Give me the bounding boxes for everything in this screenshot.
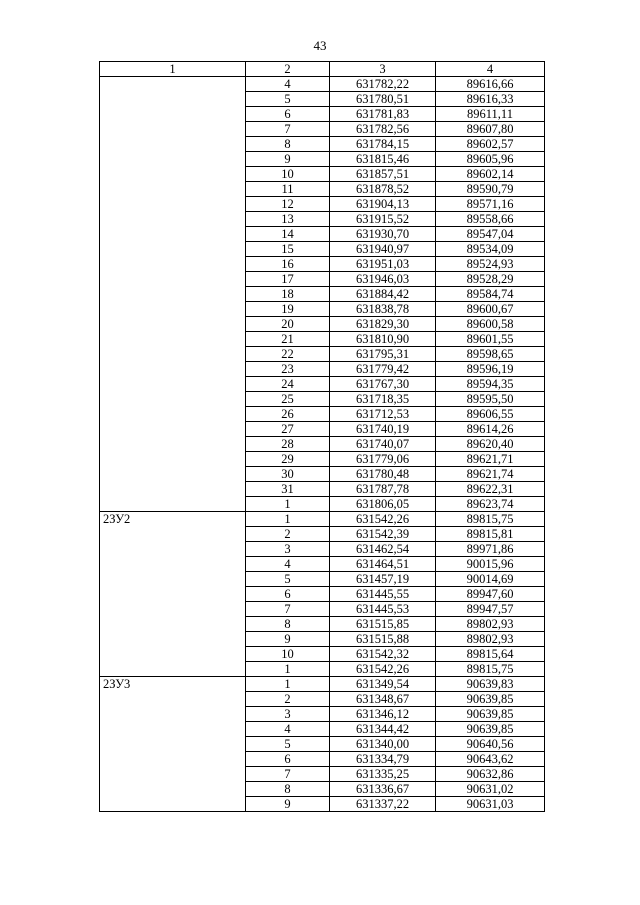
point-number: 30 xyxy=(246,467,330,482)
coord-y: 90015,96 xyxy=(436,557,545,572)
coord-y: 89621,71 xyxy=(436,452,545,467)
point-number: 10 xyxy=(246,647,330,662)
coord-y: 89815,64 xyxy=(436,647,545,662)
coord-x: 631878,52 xyxy=(330,182,436,197)
coord-y: 90632,86 xyxy=(436,767,545,782)
coord-x: 631334,79 xyxy=(330,752,436,767)
page-number: 43 xyxy=(313,38,327,53)
coord-x: 631782,56 xyxy=(330,122,436,137)
coord-x: 631542,26 xyxy=(330,512,436,527)
coord-x: 631464,51 xyxy=(330,557,436,572)
coord-y: 89802,93 xyxy=(436,632,545,647)
coord-x: 631780,51 xyxy=(330,92,436,107)
coord-y: 90639,85 xyxy=(436,692,545,707)
coord-x: 631767,30 xyxy=(330,377,436,392)
coord-y: 89558,66 xyxy=(436,212,545,227)
point-number: 5 xyxy=(246,737,330,752)
point-number: 23 xyxy=(246,362,330,377)
point-number: 22 xyxy=(246,347,330,362)
coord-x: 631915,52 xyxy=(330,212,436,227)
coord-x: 631940,97 xyxy=(330,242,436,257)
point-number: 3 xyxy=(246,707,330,722)
coord-y: 90631,03 xyxy=(436,797,545,812)
coord-x: 631930,70 xyxy=(330,227,436,242)
coord-y: 89524,93 xyxy=(436,257,545,272)
coord-x: 631718,35 xyxy=(330,392,436,407)
point-number: 14 xyxy=(246,227,330,242)
point-number: 3 xyxy=(246,542,330,557)
coord-y: 89947,57 xyxy=(436,602,545,617)
point-number: 4 xyxy=(246,722,330,737)
point-number: 11 xyxy=(246,182,330,197)
point-number: 20 xyxy=(246,317,330,332)
coord-x: 631457,19 xyxy=(330,572,436,587)
table-row xyxy=(100,512,545,527)
coord-y: 89815,81 xyxy=(436,527,545,542)
coord-y: 89534,09 xyxy=(436,242,545,257)
coord-x: 631779,42 xyxy=(330,362,436,377)
coord-y: 89547,04 xyxy=(436,227,545,242)
coord-x: 631884,42 xyxy=(330,287,436,302)
coord-y: 89623,74 xyxy=(436,497,545,512)
coord-y: 89594,35 xyxy=(436,377,545,392)
coord-x: 631336,67 xyxy=(330,782,436,797)
point-number: 1 xyxy=(246,662,330,677)
coord-y: 90639,85 xyxy=(436,722,545,737)
point-number: 9 xyxy=(246,632,330,647)
coord-y: 89620,40 xyxy=(436,437,545,452)
coord-y: 89611,11 xyxy=(436,107,545,122)
coord-y: 89971,86 xyxy=(436,542,545,557)
coord-x: 631779,06 xyxy=(330,452,436,467)
point-number: 5 xyxy=(246,92,330,107)
coord-y: 89595,50 xyxy=(436,392,545,407)
header-col-4: 4 xyxy=(436,62,545,77)
coord-y: 89606,55 xyxy=(436,407,545,422)
coord-x: 631815,46 xyxy=(330,152,436,167)
point-number: 1 xyxy=(246,497,330,512)
coord-y: 89601,55 xyxy=(436,332,545,347)
point-number: 9 xyxy=(246,152,330,167)
coord-x: 631445,53 xyxy=(330,602,436,617)
coord-x: 631542,32 xyxy=(330,647,436,662)
coord-y: 90639,83 xyxy=(436,677,545,692)
header-col-2: 2 xyxy=(246,62,330,77)
zone-label: 2ЗУ2 xyxy=(100,512,246,677)
coord-y: 89598,65 xyxy=(436,347,545,362)
point-number: 13 xyxy=(246,212,330,227)
coord-x: 631462,54 xyxy=(330,542,436,557)
coord-x: 631337,22 xyxy=(330,797,436,812)
coord-x: 631515,85 xyxy=(330,617,436,632)
point-number: 2 xyxy=(246,527,330,542)
coord-y: 89600,67 xyxy=(436,302,545,317)
coord-x: 631784,15 xyxy=(330,137,436,152)
coord-x: 631335,25 xyxy=(330,767,436,782)
coord-y: 89571,16 xyxy=(436,197,545,212)
coord-y: 90639,85 xyxy=(436,707,545,722)
coord-y: 90631,02 xyxy=(436,782,545,797)
point-number: 16 xyxy=(246,257,330,272)
coord-x: 631515,88 xyxy=(330,632,436,647)
point-number: 4 xyxy=(246,557,330,572)
table-body xyxy=(100,77,545,812)
coord-y: 89584,74 xyxy=(436,287,545,302)
point-number: 5 xyxy=(246,572,330,587)
point-number: 7 xyxy=(246,602,330,617)
coord-x: 631829,30 xyxy=(330,317,436,332)
coord-x: 631781,83 xyxy=(330,107,436,122)
coord-x: 631344,42 xyxy=(330,722,436,737)
table-row xyxy=(100,677,545,692)
point-number: 31 xyxy=(246,482,330,497)
header-row xyxy=(100,62,545,77)
coord-x: 631838,78 xyxy=(330,302,436,317)
coord-x: 631346,12 xyxy=(330,707,436,722)
point-number: 7 xyxy=(246,767,330,782)
coord-y: 89621,74 xyxy=(436,467,545,482)
coord-y: 89616,33 xyxy=(436,92,545,107)
coord-y: 89528,29 xyxy=(436,272,545,287)
coord-x: 631810,90 xyxy=(330,332,436,347)
coordinates-table xyxy=(99,61,545,812)
coord-x: 631349,54 xyxy=(330,677,436,692)
coord-y: 89602,14 xyxy=(436,167,545,182)
coord-x: 631740,07 xyxy=(330,437,436,452)
coord-y: 89602,57 xyxy=(436,137,545,152)
coord-x: 631445,55 xyxy=(330,587,436,602)
point-number: 4 xyxy=(246,77,330,92)
coord-x: 631904,13 xyxy=(330,197,436,212)
coord-x: 631740,19 xyxy=(330,422,436,437)
point-number: 19 xyxy=(246,302,330,317)
zone-label xyxy=(100,77,246,512)
coord-y: 89607,80 xyxy=(436,122,545,137)
point-number: 1 xyxy=(246,677,330,692)
coord-x: 631712,53 xyxy=(330,407,436,422)
point-number: 6 xyxy=(246,107,330,122)
coord-x: 631348,67 xyxy=(330,692,436,707)
point-number: 17 xyxy=(246,272,330,287)
coord-y: 89605,96 xyxy=(436,152,545,167)
coord-y: 89590,79 xyxy=(436,182,545,197)
coord-x: 631787,78 xyxy=(330,482,436,497)
coord-y: 89614,26 xyxy=(436,422,545,437)
coord-x: 631946,03 xyxy=(330,272,436,287)
header-col-3: 3 xyxy=(330,62,436,77)
point-number: 1 xyxy=(246,512,330,527)
coord-y: 89622,31 xyxy=(436,482,545,497)
point-number: 6 xyxy=(246,587,330,602)
coord-y: 90640,56 xyxy=(436,737,545,752)
point-number: 24 xyxy=(246,377,330,392)
coord-x: 631542,39 xyxy=(330,527,436,542)
coord-y: 90014,69 xyxy=(436,572,545,587)
coord-y: 89802,93 xyxy=(436,617,545,632)
coord-y: 89616,66 xyxy=(436,77,545,92)
coord-x: 631795,31 xyxy=(330,347,436,362)
coord-y: 89815,75 xyxy=(436,662,545,677)
coord-y: 89815,75 xyxy=(436,512,545,527)
point-number: 8 xyxy=(246,617,330,632)
point-number: 10 xyxy=(246,167,330,182)
coord-x: 631782,22 xyxy=(330,77,436,92)
point-number: 6 xyxy=(246,752,330,767)
coord-x: 631542,26 xyxy=(330,662,436,677)
point-number: 8 xyxy=(246,137,330,152)
point-number: 21 xyxy=(246,332,330,347)
coord-x: 631340,00 xyxy=(330,737,436,752)
point-number: 27 xyxy=(246,422,330,437)
header-col-1: 1 xyxy=(100,62,246,77)
point-number: 7 xyxy=(246,122,330,137)
point-number: 26 xyxy=(246,407,330,422)
coord-y: 89947,60 xyxy=(436,587,545,602)
zone-label: 2ЗУ3 xyxy=(100,677,246,812)
point-number: 28 xyxy=(246,437,330,452)
coord-y: 89596,19 xyxy=(436,362,545,377)
point-number: 12 xyxy=(246,197,330,212)
coord-y: 90643,62 xyxy=(436,752,545,767)
coord-x: 631806,05 xyxy=(330,497,436,512)
point-number: 8 xyxy=(246,782,330,797)
coord-x: 631951,03 xyxy=(330,257,436,272)
table-row xyxy=(100,77,545,92)
coord-y: 89600,58 xyxy=(436,317,545,332)
point-number: 9 xyxy=(246,797,330,812)
point-number: 15 xyxy=(246,242,330,257)
point-number: 18 xyxy=(246,287,330,302)
point-number: 25 xyxy=(246,392,330,407)
coord-x: 631857,51 xyxy=(330,167,436,182)
point-number: 29 xyxy=(246,452,330,467)
coord-x: 631780,48 xyxy=(330,467,436,482)
point-number: 2 xyxy=(246,692,330,707)
